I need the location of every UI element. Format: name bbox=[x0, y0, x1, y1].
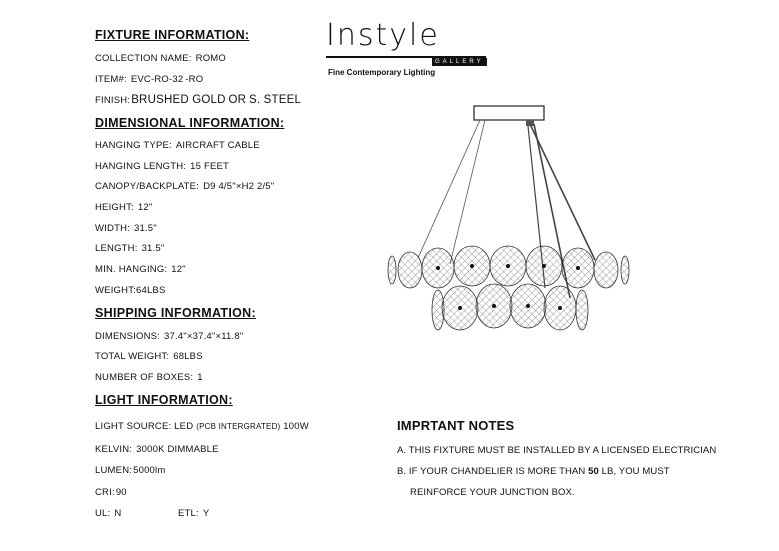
cri-label: CRI: bbox=[95, 487, 115, 498]
lower-ring bbox=[432, 284, 588, 330]
dimension-label: HANGING LENGTH: bbox=[95, 161, 187, 172]
note-b-pre: B. IF YOUR CHANDELIER IS MORE THAN bbox=[397, 466, 586, 477]
lumen-label: LUMEN: bbox=[95, 465, 133, 476]
finish-label: FINISH: bbox=[95, 95, 131, 106]
finish-row bbox=[95, 94, 301, 106]
dimension-label: HEIGHT: bbox=[95, 202, 134, 213]
note-b bbox=[397, 466, 670, 477]
kelvin-extra: DIMMABLE bbox=[167, 444, 219, 455]
kelvin-value: 3000K bbox=[136, 444, 165, 455]
dimension-value: 64LBS bbox=[135, 285, 166, 296]
light-source-label: LIGHT SOURCE: bbox=[95, 421, 172, 432]
etl-value: Y bbox=[202, 508, 210, 519]
dimension-row bbox=[95, 181, 274, 192]
dimension-value: 31.5" bbox=[141, 243, 165, 254]
light-source-watt: 100W bbox=[283, 421, 309, 432]
dimension-row bbox=[95, 264, 186, 275]
etl-row bbox=[178, 508, 209, 519]
dimension-value: 12" bbox=[171, 264, 186, 275]
note-b-num: 50 bbox=[588, 466, 599, 477]
dimension-label: LENGTH: bbox=[95, 243, 138, 254]
collection-row bbox=[95, 53, 226, 64]
dimension-value: 12" bbox=[137, 202, 153, 213]
etl-label: ETL: bbox=[178, 508, 199, 519]
shipping-heading: SHIPPING INFORMATION: bbox=[95, 306, 256, 320]
dimension-label: CANOPY/BACKPLATE: bbox=[95, 181, 200, 192]
ul-row bbox=[95, 508, 121, 519]
light-heading: LIGHT INFORMATION: bbox=[95, 393, 233, 407]
note-a: A. THIS FIXTURE MUST BE INSTALLED BY A LICENSED ELECTRICIAN bbox=[397, 445, 717, 456]
collection-value: ROMO bbox=[195, 53, 226, 64]
kelvin-row bbox=[95, 444, 219, 455]
dimension-label: HANGING TYPE: bbox=[95, 140, 172, 151]
shipping-label: TOTAL WEIGHT: bbox=[95, 351, 170, 362]
finish-value: BRUSHED GOLD bbox=[131, 94, 226, 106]
cable bbox=[418, 120, 480, 258]
finish-or: OR bbox=[228, 94, 247, 106]
brand-logo bbox=[326, 18, 488, 78]
canopy bbox=[474, 106, 544, 120]
dimension-row bbox=[95, 223, 157, 234]
light-source-detail: (PCB INTERGRATED) bbox=[196, 422, 281, 431]
shipping-row bbox=[95, 351, 203, 362]
notes-title: IMPRTANT NOTES bbox=[397, 418, 515, 433]
brand-name: Instyle bbox=[326, 18, 440, 53]
dimension-row bbox=[95, 140, 260, 151]
brand-tagline: Fine Contemporary Lighting bbox=[328, 68, 436, 77]
dimension-row bbox=[95, 285, 166, 296]
item-value: EVC-RO-32 bbox=[130, 74, 184, 85]
item-row bbox=[95, 74, 203, 85]
shipping-label: DIMENSIONS: bbox=[95, 331, 161, 342]
lumen-value: 5000lm bbox=[133, 465, 166, 476]
dimension-value: 15 FEET bbox=[190, 161, 230, 172]
cable bbox=[450, 120, 485, 264]
dimension-label: WIDTH: bbox=[95, 223, 130, 234]
shipping-value: 68LBS bbox=[173, 351, 203, 362]
dimension-label: WEIGHT: bbox=[95, 285, 136, 296]
item-label: ITEM#: bbox=[95, 74, 127, 85]
collection-label: COLLECTION NAME: bbox=[95, 53, 192, 64]
fixture-heading: FIXTURE INFORMATION: bbox=[95, 28, 250, 42]
shipping-value: 1 bbox=[197, 372, 203, 383]
kelvin-label: KELVIN: bbox=[95, 444, 133, 455]
shipping-label: NUMBER OF BOXES: bbox=[95, 372, 194, 383]
dimension-row bbox=[95, 161, 229, 172]
cri-row bbox=[95, 487, 127, 498]
dimension-label: MIN. HANGING: bbox=[95, 264, 168, 275]
brand-sub: GALLERY bbox=[432, 58, 487, 66]
dimension-value: AIRCRAFT CABLE bbox=[175, 140, 260, 151]
finish-value2: S. STEEL bbox=[248, 94, 302, 106]
light-source-value: LED bbox=[174, 421, 194, 432]
item-suffix: -RO bbox=[185, 74, 204, 85]
dimension-row bbox=[95, 243, 164, 254]
light-source-row bbox=[95, 421, 309, 432]
shipping-row bbox=[95, 331, 243, 342]
ul-value: N bbox=[114, 508, 122, 519]
lumen-row bbox=[95, 465, 165, 476]
dimensional-heading: DIMENSIONAL INFORMATION: bbox=[95, 116, 285, 130]
ul-label: UL: bbox=[95, 508, 111, 519]
note-b-post: LB, YOU MUST bbox=[601, 466, 670, 477]
chandelier-illustration bbox=[380, 98, 640, 344]
shipping-row bbox=[95, 372, 203, 383]
shipping-value: 37.4"×37.4"×11.8" bbox=[164, 331, 244, 342]
note-b-cont: REINFORCE YOUR JUNCTION BOX. bbox=[410, 487, 575, 498]
cri-value: 90 bbox=[115, 487, 127, 498]
dimension-value: D9 4/5"×H2 2/5" bbox=[203, 181, 275, 192]
dimension-value: 31.5" bbox=[133, 223, 157, 234]
dimension-row bbox=[95, 202, 152, 213]
